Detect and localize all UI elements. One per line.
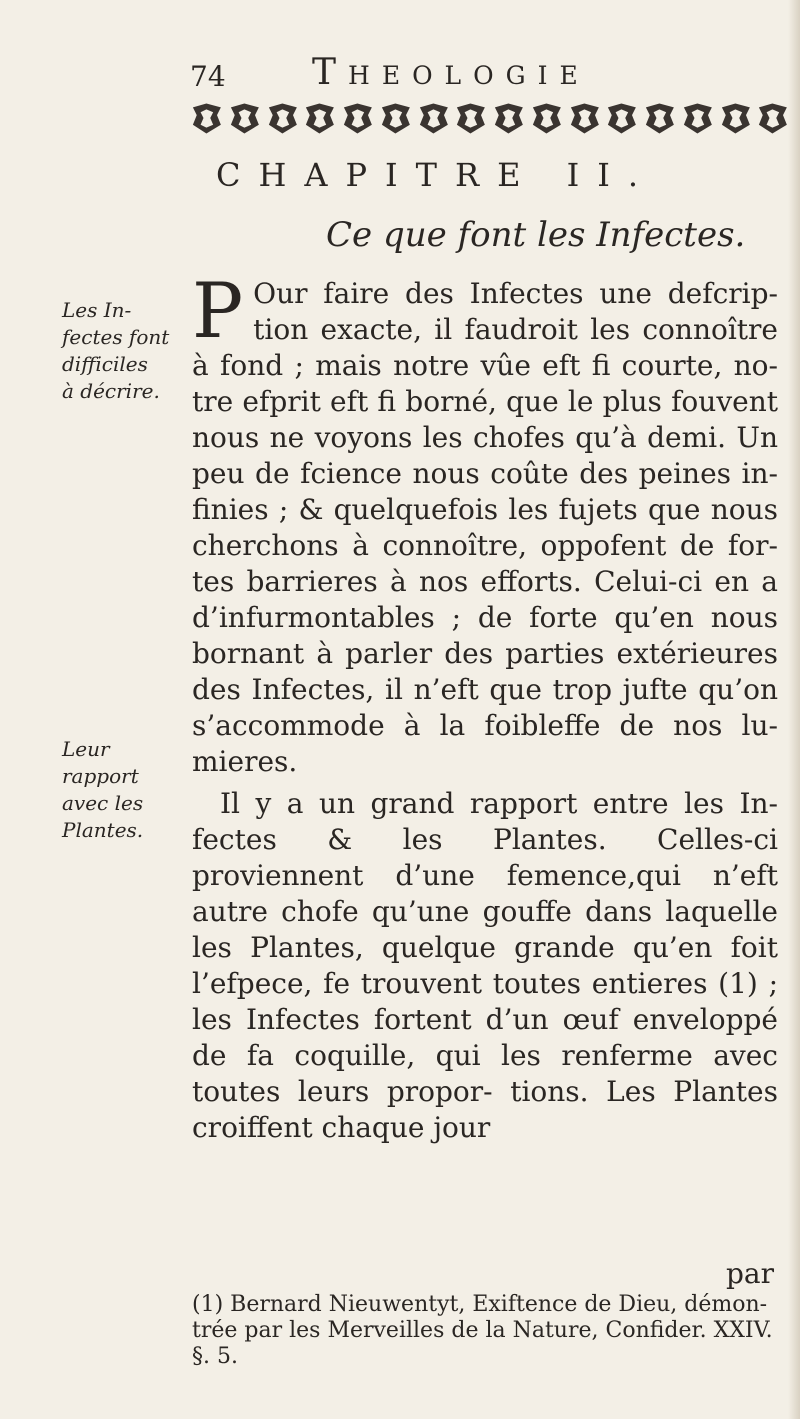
ornament-motif-icon — [605, 101, 639, 136]
main-text — [192, 266, 778, 1174]
paragraph-2: Il y a un grand rapport entre les In- fectes & les Plantes. Celles-ci proviennent d’une femence,qui n’eft autre chofe qu’une gouffe dans laquelle les Plantes, quelque grande qu’en foit l’efpece, fe trouvent toutes entieres (1) ; les Infectes fortent d’un œuf enveloppé de fa coquille, qui les renferme avec toutes leurs propor- tions. Les Plantes croiffent chaque jour — [192, 787, 778, 1144]
footnote: (1) Bernard Nieuwentyt, Exiftence de Dieu, démon- trée par les Merveilles de la Nature, Confider. XXIV. §. 5. — [192, 1292, 773, 1369]
ornament-motif-icon — [568, 101, 602, 136]
ornament-motif-icon — [681, 101, 715, 136]
paragraph-1: Our faire des Infectes une defcrip- tion exacte, il faudroit les connoître à fond ; mais notre vûe eft fi courte, no- tre efprit eft fi borné, que le plus fouvent nous ne voyons les chofes qu’à demi. Un peu de fcience nous coûte des peines in- finies ; & quelquefois les fujets que nous cherchons à connoître, oppofent de for- tes barrieres à nos efforts. Celui-ci en a d’infurmontables ; de forte qu’en nous bornant à parler des parties extérieures des Infectes, il n’eft que trop jufte qu’on s’accommode à la foibleffe de nos lu- mieres. — [192, 277, 778, 778]
ornament-motif-icon — [266, 101, 300, 136]
page-edge-shadow — [788, 0, 800, 1419]
ornament-motif-icon — [454, 101, 488, 136]
ornament-motif-icon — [756, 101, 790, 136]
ornament-motif-icon — [417, 101, 451, 136]
marginal-note-difficult: Les In- fectes font difficiles à décrire. — [62, 298, 170, 403]
ornament-motif-icon — [643, 101, 677, 136]
chapter-subtitle: Ce que font les Infectes. — [326, 215, 746, 255]
page-header — [190, 52, 790, 96]
catchword: par — [726, 1257, 775, 1290]
ornament-motif-icon — [719, 101, 753, 136]
ornament-motif-icon — [190, 101, 224, 136]
page-number: 74 — [190, 60, 226, 93]
ornament-motif-icon — [341, 101, 375, 136]
ornament-motif-icon — [303, 101, 337, 136]
chapter-heading: CHAPITRE II. — [216, 156, 657, 194]
ornament-motif-icon — [530, 101, 564, 136]
drop-cap: P — [192, 266, 244, 355]
ornament-motif-icon — [492, 101, 526, 136]
ornament-motif-icon — [228, 101, 262, 136]
ornament-band — [190, 98, 790, 138]
ornament-motif-icon — [379, 101, 413, 136]
marginal-note-relationship: Leur rapport avec les Plantes. — [62, 737, 144, 842]
running-title: Theologie — [312, 52, 590, 93]
